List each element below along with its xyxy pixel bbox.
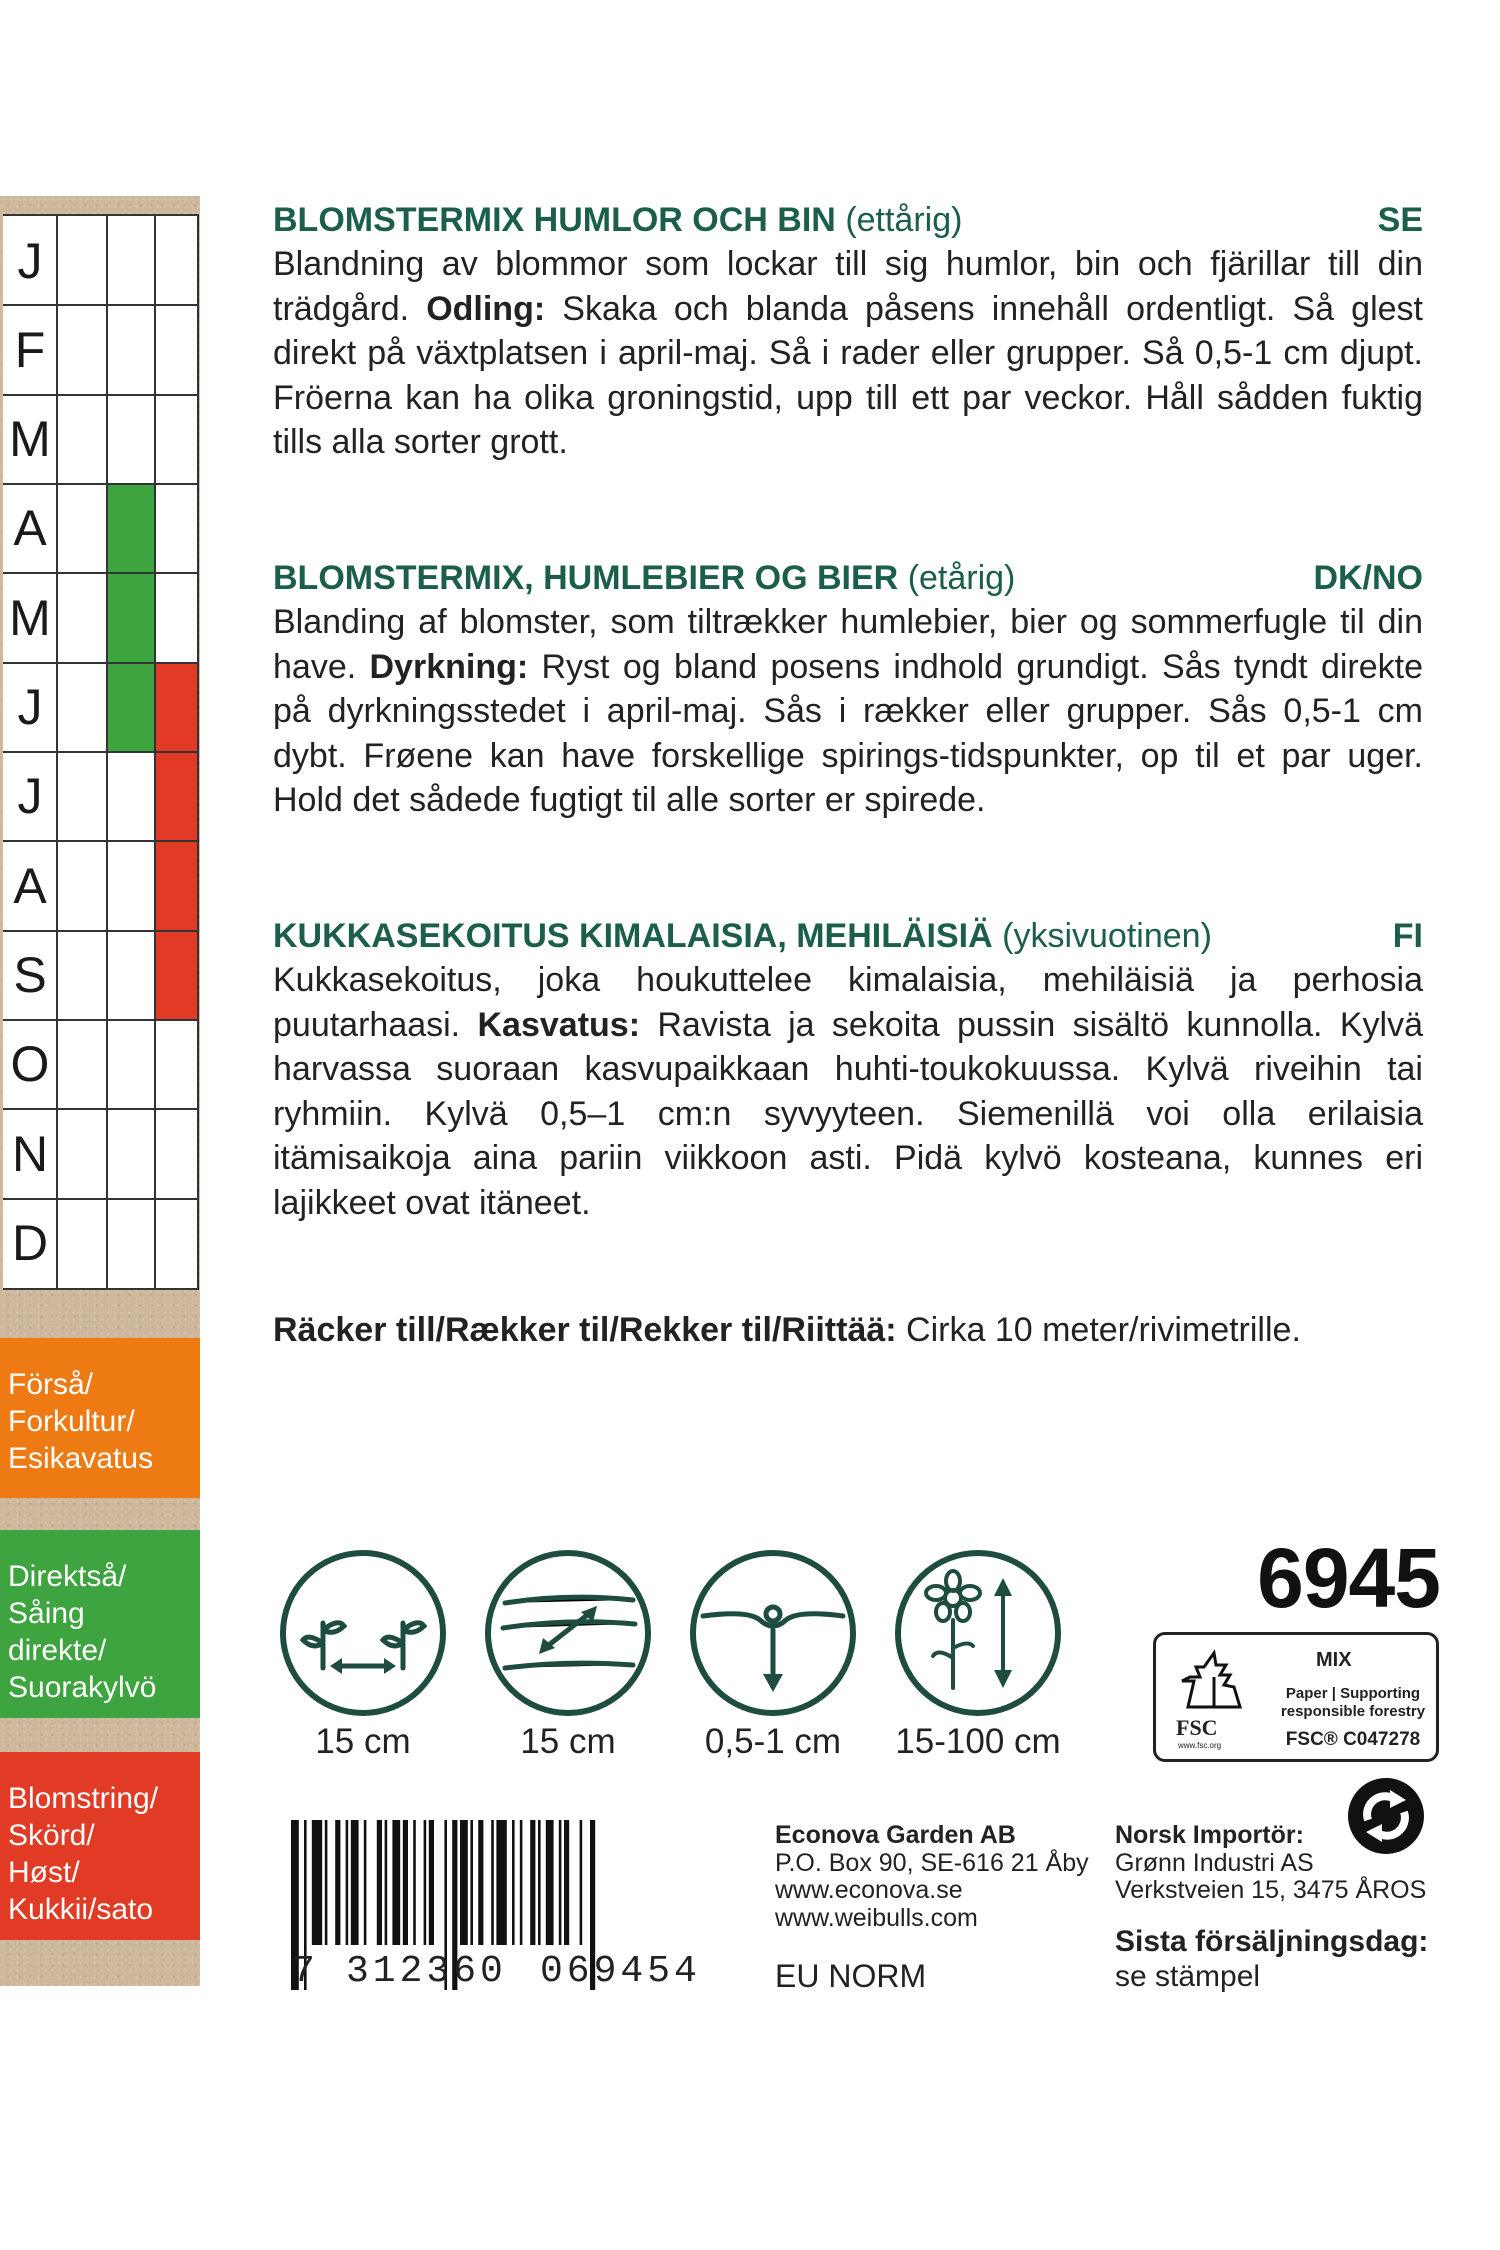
- barcode-bar: [413, 1820, 416, 1945]
- barcode-bar: [496, 1820, 506, 1945]
- legend-line: direkte/: [8, 1634, 107, 1667]
- barcode-bar: [377, 1820, 382, 1945]
- last-sale-value: se stämpel: [1115, 1960, 1261, 1993]
- barcode-bar: [546, 1820, 554, 1945]
- section-finnish: [273, 914, 1423, 1225]
- icon-label: 15 cm: [315, 1722, 411, 1761]
- cultivation-label: Dyrkning:: [369, 647, 529, 686]
- legend-line: Såing: [8, 1597, 85, 1630]
- grid-line: [154, 216, 156, 1288]
- month-letter: M: [9, 411, 51, 468]
- month-letter: N: [11, 1125, 49, 1182]
- grid-line: [3, 483, 199, 485]
- month-letter: F: [14, 321, 46, 378]
- barcode-bar: [392, 1820, 400, 1945]
- intro-text: Blanding af blomster, som tiltrækker humlebier, bier og sommerfugle til din have.: [273, 603, 1423, 686]
- importer-name: Grønn Industri AS: [1115, 1848, 1314, 1877]
- fsc-mix: MIX: [1316, 1649, 1352, 1671]
- icon-label: 15-100 cm: [895, 1722, 1061, 1761]
- description-text: [273, 242, 1423, 465]
- barcode-bar: [460, 1820, 468, 1945]
- cultivation-text: Ravista ja sekoita pussin sisältö kunnolla. Kylvä harvassa suoraan kasvupaikkaan huhti-toukokuussa. Kylvä riveihin tai ryhmiin. Kylvä 0,5–1 cm:n syvyyteen. Siemenillä voi olla erilaisia itämisaikoja aina pariin viikkoon asti. Pidä kylvö kosteana, kunnes eri lajikkeet ovat itäneet.: [273, 1005, 1423, 1222]
- section-swedish: [273, 198, 1423, 465]
- fsc-tree-icon: [1174, 1647, 1254, 1715]
- company-address: [775, 1822, 1089, 1932]
- legend-line: Suorakylvö: [8, 1671, 157, 1704]
- legend-line: Esikavatus: [8, 1442, 154, 1475]
- section-heading: [273, 198, 1423, 242]
- barcode-digits-right: 069454: [540, 1950, 701, 1993]
- bloom-cell: [155, 752, 199, 841]
- grid-line: [3, 1198, 199, 1200]
- barcode-bar: [530, 1820, 535, 1945]
- coverage-label: Räcker till/Rækker til/Rekker til/Riittää:: [273, 1311, 897, 1349]
- barcode-bar: [564, 1820, 569, 1945]
- last-sale-date: [1115, 1924, 1428, 1994]
- barcode-bar: [520, 1820, 523, 1945]
- fsc-label: [1153, 1632, 1439, 1762]
- section-heading: [273, 914, 1423, 958]
- legend-line: Forkultur/: [8, 1405, 135, 1438]
- barcode-bar: [403, 1820, 408, 1945]
- legend-line: Direktså/: [8, 1560, 127, 1593]
- plant-spacing-icon: [278, 1548, 448, 1718]
- barcode-bar: [538, 1820, 541, 1945]
- fsc-code: FSC® C047278: [1285, 1729, 1421, 1750]
- product-subtitle: (ettårig): [845, 201, 963, 239]
- product-subtitle: (etårig): [907, 559, 1016, 597]
- sow-direct-cell: [107, 573, 155, 662]
- eu-norm: EU NORM: [775, 1958, 927, 1994]
- month-letter: J: [17, 232, 43, 289]
- barcode-digits-left: 312360: [346, 1950, 507, 1993]
- icon-label: 0,5-1 cm: [704, 1722, 842, 1761]
- bloom-cell: [155, 663, 199, 752]
- grid-line: [3, 572, 199, 574]
- barcode-bar: [346, 1820, 349, 1945]
- bloom-cell: [155, 841, 199, 930]
- legend-line: Blomstring/: [8, 1782, 159, 1815]
- sow-direct-cell: [107, 484, 155, 573]
- barcode-bar: [559, 1820, 562, 1945]
- product-title: BLOMSTERMIX HUMLOR OCH BIN: [273, 201, 836, 239]
- section-danish-norwegian: [273, 556, 1423, 823]
- article-number: 6945: [1257, 1531, 1440, 1625]
- legend-bloom: [0, 1752, 200, 1940]
- grid-line: [56, 216, 58, 1288]
- language-code: SE: [1377, 201, 1423, 239]
- description-text: [273, 600, 1423, 823]
- company-website: www.weibulls.com: [775, 1903, 978, 1932]
- month-letter: O: [10, 1036, 50, 1093]
- sowing-depth-icon: [688, 1548, 858, 1718]
- month-calendar: [3, 216, 199, 1288]
- grid-line: [3, 1108, 199, 1110]
- grid-line: [3, 751, 199, 753]
- product-title: BLOMSTERMIX, HUMLEBIER OG BIER: [273, 559, 899, 597]
- month-letter: D: [11, 1215, 49, 1272]
- importer-street: Verkstveien 15, 3475 ÅROS: [1115, 1876, 1427, 1904]
- grid-line: [3, 1019, 199, 1021]
- coverage-value: Cirka 10 meter/rivimetrille.: [896, 1311, 1301, 1349]
- barcode-bar: [491, 1820, 494, 1945]
- legend-line: Kukkii/sato: [8, 1893, 154, 1926]
- barcode-bar: [512, 1820, 515, 1945]
- month-letter: A: [13, 857, 47, 914]
- month-letter: M: [9, 589, 51, 646]
- fsc-website: www.fsc.org: [1178, 1741, 1222, 1750]
- plant-height-icon: [893, 1548, 1063, 1718]
- row-spacing-icon: [483, 1548, 653, 1718]
- barcode-bar: [351, 1820, 359, 1945]
- fsc-logo-text: FSC: [1176, 1715, 1218, 1740]
- language-code: DK/NO: [1313, 559, 1423, 597]
- coverage-line: [273, 1308, 1423, 1352]
- legend-line: Høst/: [8, 1856, 80, 1889]
- last-sale-label: Sista försäljningsdag:: [1115, 1925, 1429, 1958]
- grid-line: [3, 662, 199, 664]
- barcode-bar: [325, 1820, 328, 1945]
- barcode-bar: [385, 1820, 388, 1945]
- grid-line: [106, 216, 108, 1288]
- section-heading: [273, 556, 1423, 600]
- barcode-bar: [364, 1820, 367, 1945]
- barcode-bar: [335, 1820, 340, 1945]
- grid-line: [3, 304, 199, 306]
- cultivation-label: Kasvatus:: [477, 1005, 641, 1044]
- language-code: FI: [1392, 917, 1423, 955]
- company-name: Econova Garden AB: [775, 1821, 1016, 1849]
- barcode-bar: [470, 1820, 473, 1945]
- recycle-icon: [1346, 1776, 1426, 1856]
- company-postal: P.O. Box 90, SE-616 21 Åby: [775, 1848, 1089, 1877]
- intro-text: Kukkasekoitus, joka houkuttelee kimalaisia, mehiläisiä ja perhosia puutarhaasi.: [273, 961, 1423, 1044]
- legend-sow-indoor: [0, 1338, 200, 1498]
- barcode-bar: [312, 1820, 322, 1945]
- month-letter: J: [17, 768, 43, 825]
- product-title: KUKKASEKOITUS KIMALAISIA, MEHILÄISIÄ: [273, 917, 993, 955]
- bloom-cell: [155, 931, 199, 1020]
- barcode-digit-first: 7: [292, 1950, 319, 1993]
- month-letter: S: [13, 947, 47, 1004]
- grid-line: [3, 930, 199, 932]
- icon-label: 15 cm: [520, 1722, 616, 1761]
- fsc-paper-text: Paper | Supporting responsible forestry: [1280, 1685, 1426, 1720]
- grid-line: [3, 394, 199, 396]
- description-text: [273, 958, 1423, 1225]
- intro-text: Blandning av blommor som lockar till sig humlor, bin och fjärillar till din trädgård.: [273, 245, 1423, 328]
- barcode-bar: [478, 1820, 483, 1945]
- month-letter: A: [13, 500, 47, 557]
- cultivation-text: Skaka och blanda påsens innehåll ordentligt. Så glest direkt på växtplatsen i april-maj. Så i rader eller grupper. Så 0,5-1 cm djupt. Fröerna kan ha olika groningstid, upp till ett par veckor. Håll sådden fuktig tills alla sorter grott.: [273, 289, 1423, 461]
- legend-line: Skörd/: [8, 1819, 95, 1852]
- barcode-bar: [580, 1820, 583, 1945]
- cultivation-label: Odling:: [426, 289, 546, 328]
- cultivation-text: Ryst og bland posens indhold grundigt. Sås tyndt direkte på dyrkningsstedet i april-maj. Sås i rækker eller grupper. Sås 0,5-1 cm dybt. Frøene kan have forskellige spirings-tidspunkter, op til et par uger. Hold det sådede fugtigt til alle sorter er spirede.: [273, 647, 1423, 819]
- grid-line: [3, 840, 199, 842]
- importer-label: Norsk Importör:: [1115, 1821, 1304, 1849]
- month-letter: J: [17, 679, 43, 736]
- legend-sow-direct: [0, 1530, 200, 1718]
- barcode-bar: [429, 1820, 434, 1945]
- barcode-bar: [424, 1820, 427, 1945]
- company-website: www.econova.se: [775, 1876, 963, 1904]
- legend-line: Förså/: [8, 1368, 94, 1401]
- sow-direct-cell: [107, 663, 155, 752]
- product-subtitle: (yksivuotinen): [1002, 917, 1212, 955]
